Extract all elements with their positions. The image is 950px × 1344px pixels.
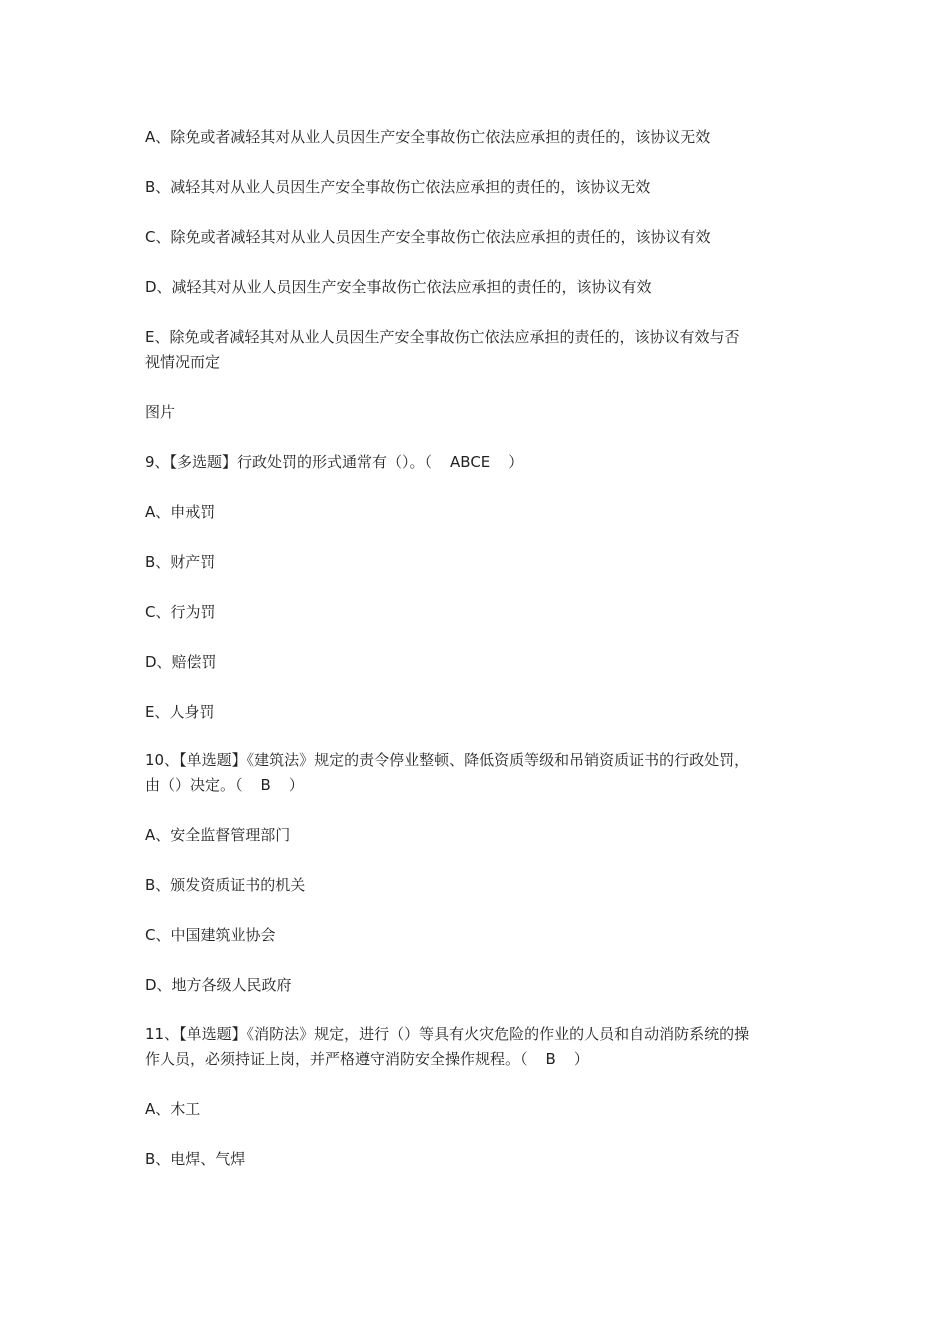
question-text: 由（）决定。（ [145,776,243,794]
option-text: 视情况而定 [145,353,221,371]
question-text-end: ） [573,1050,589,1068]
question-9 [145,450,825,475]
question-10-continued [145,773,825,798]
option-text: B、电焊、气焊 [145,1150,246,1168]
option-c-q9 [145,600,825,625]
option-text: B、减轻其对从业人员因生产安全事故伤亡依法应承担的责任的，该协议无效 [145,178,651,196]
option-text: D、减轻其对从业人员因生产安全事故伤亡依法应承担的责任的，该协议有效 [145,278,652,296]
question-answer: B [545,1050,556,1068]
question-text: 9、【多选题】行政处罚的形式通常有（）。（ [145,453,433,471]
question-text: 10、【单选题】《建筑法》规定的责令停业整顿、降低资质等级和吊销资质证书的行政处罚， [145,751,750,769]
option-text: C、行为罚 [145,603,216,621]
option-text: A、木工 [145,1100,201,1118]
question-answer: ABCE [450,453,491,471]
option-e-q8-continued [145,350,825,375]
option-text: C、中国建筑业协会 [145,926,276,944]
option-d-q8 [145,275,825,300]
option-e-q9 [145,700,825,725]
option-text: A、除免或者减轻其对从业人员因生产安全事故伤亡依法应承担的责任的，该协议无效 [145,128,711,146]
option-text: A、安全监督管理部门 [145,826,291,844]
image-caption [145,400,825,425]
option-d-q9 [145,650,825,675]
option-a-q11 [145,1097,825,1122]
option-c-q8 [145,225,825,250]
option-b-q10 [145,873,825,898]
question-11-continued [145,1047,825,1072]
option-c-q10 [145,923,825,948]
question-text: 作人员，必须持证上岗，并严格遵守消防安全操作规程。（ [145,1050,528,1068]
question-text-end: ） [288,776,304,794]
option-a-q8 [145,125,825,150]
option-b-q9 [145,550,825,575]
question-answer: B [260,776,271,794]
option-b-q11 [145,1147,825,1172]
option-e-q8 [145,325,825,350]
option-b-q8 [145,175,825,200]
option-text: E、除免或者减轻其对从业人员因生产安全事故伤亡依法应承担的责任的，该协议有效与否 [145,328,740,346]
option-text: B、财产罚 [145,553,216,571]
option-text: E、人身罚 [145,703,215,721]
option-text: B、颁发资质证书的机关 [145,876,306,894]
option-text: D、地方各级人民政府 [145,976,292,994]
caption-text: 图片 [145,403,176,421]
option-text: A、申戒罚 [145,503,216,521]
option-text: D、赔偿罚 [145,653,217,671]
option-a-q9 [145,500,825,525]
option-a-q10 [145,823,825,848]
option-d-q10 [145,973,825,998]
question-text: 11、【单选题】《消防法》规定，进行（）等具有火灾危险的作业的人员和自动消防系统的操 [145,1025,750,1043]
question-11 [145,1022,825,1047]
option-text: C、除免或者减轻其对从业人员因生产安全事故伤亡依法应承担的责任的，该协议有效 [145,228,711,246]
question-text-end: ） [508,453,524,471]
question-10 [145,748,825,773]
